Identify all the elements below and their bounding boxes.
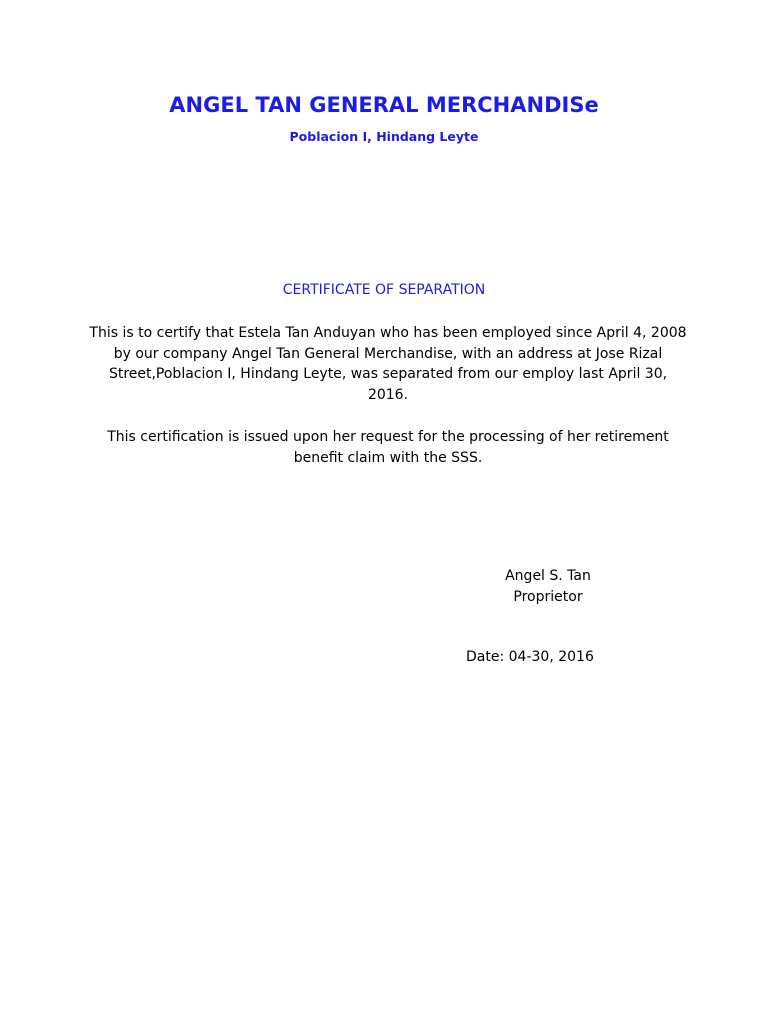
company-address: Poblacion I, Hindang Leyte — [289, 129, 479, 144]
signatory-position: Proprietor — [513, 588, 583, 605]
date-label: Date: — [466, 649, 509, 665]
certificate-title: CERTIFICATE OF SEPARATION — [282, 282, 486, 298]
certificate-body-paragraph: This is to certify that Estela Tan Anduyan who has been employed since April 4, 2008 by our company Angel Tan General Merchandise, with an address at Jose Rizal Street,Poblacion I, Hindang Leyte, was separated from our employ last April 30, 2016. — [89, 325, 687, 404]
signatory-block — [468, 566, 628, 607]
date-value: 04-30, 2016 — [508, 649, 594, 665]
signatory-name: Angel S. Tan — [505, 568, 591, 584]
certificate-purpose-paragraph: This certification is issued upon her request for the processing of her retirement benefit claim with the SSS. — [107, 429, 669, 466]
date-line — [466, 649, 594, 665]
company-name: ANGEL TAN GENERAL MERCHANDISe — [169, 93, 599, 117]
